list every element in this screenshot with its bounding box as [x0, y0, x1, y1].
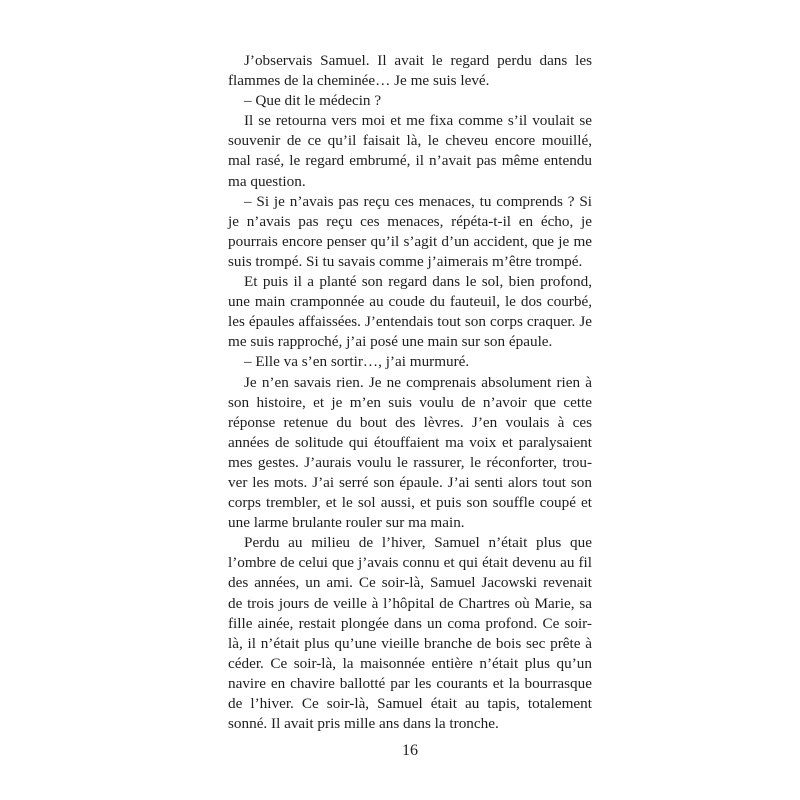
paragraph-4: – Si je n’avais pas reçu ces menaces, tu comprends ? Si je n’avais pas reçu ces menaces, répéta-t-il en écho, je pourrais encore penser qu’il s’agit d’un accident, que je me suis trompé. Si tu savais comme j’aimerais m’être trompé.: [228, 192, 592, 270]
body-text: [228, 51, 592, 734]
paragraph-3: Il se retourna vers moi et me fixa comme s’il voulait se souvenir de ce qu’il faisait là, le cheveu encore mouillé, mal rasé, le regard embrumé, il n’avait pas même entendu ma question.: [228, 112, 592, 190]
paragraph-2: – Que dit le médecin ?: [244, 92, 382, 110]
page-number: 16: [402, 742, 418, 759]
paragraph-8: Perdu au milieu de l’hiver, Samuel n’était plus que l’ombre de celui que j’avais connu et qui était devenu au fil des années, un ami. Ce soir-là, Samuel Jacowski revenait de trois jours de veille à l’hôpital de Chartres où Marie, sa fille ainée, restait plongée dans un coma profond. Ce soir-là, il n’était plus qu’une vieille branche de bois sec prête à céder. Ce soir-là, la maisonnée entière n’était plus qu’un navire en chavire ballotté par les courants et la bourrasque de l’hiver. Ce soir-là, Samuel était au tapis, totalement sonné. Il avait pris mille ans dans la tronche.: [228, 534, 592, 733]
paragraph-5: Et puis il a planté son regard dans le sol, bien profond, une main cramponnée au coude du fauteuil, le dos courbé, les épaules affaissées. J’entendais tout son corps craquer. Je me suis rapproché, j’ai posé une main sur son épaule.: [228, 273, 592, 351]
paragraph-6: – Elle va s’en sortir…, j’ai murmuré.: [244, 353, 470, 371]
paragraph-7: Je n’en savais rien. Je ne comprenais absolument rien à son histoire, et je m’en suis voulu de n’avoir que cette réponse retenue du bout des lèvres. J’en voulais à ces années de solitude qui étouffaient ma voix et paralysaient mes gestes. J’aurais voulu le rassurer, le réconforter, trouver les mots. J’ai serré son épaule. J’ai senti alors tout son corps trembler, et le sol aussi, et puis son souffle coupé et une larme brulante rouler sur ma main.: [228, 373, 592, 532]
paragraph-1: J’observais Samuel. Il avait le regard perdu dans les flammes de la cheminée… Je me suis levé.: [228, 52, 592, 90]
